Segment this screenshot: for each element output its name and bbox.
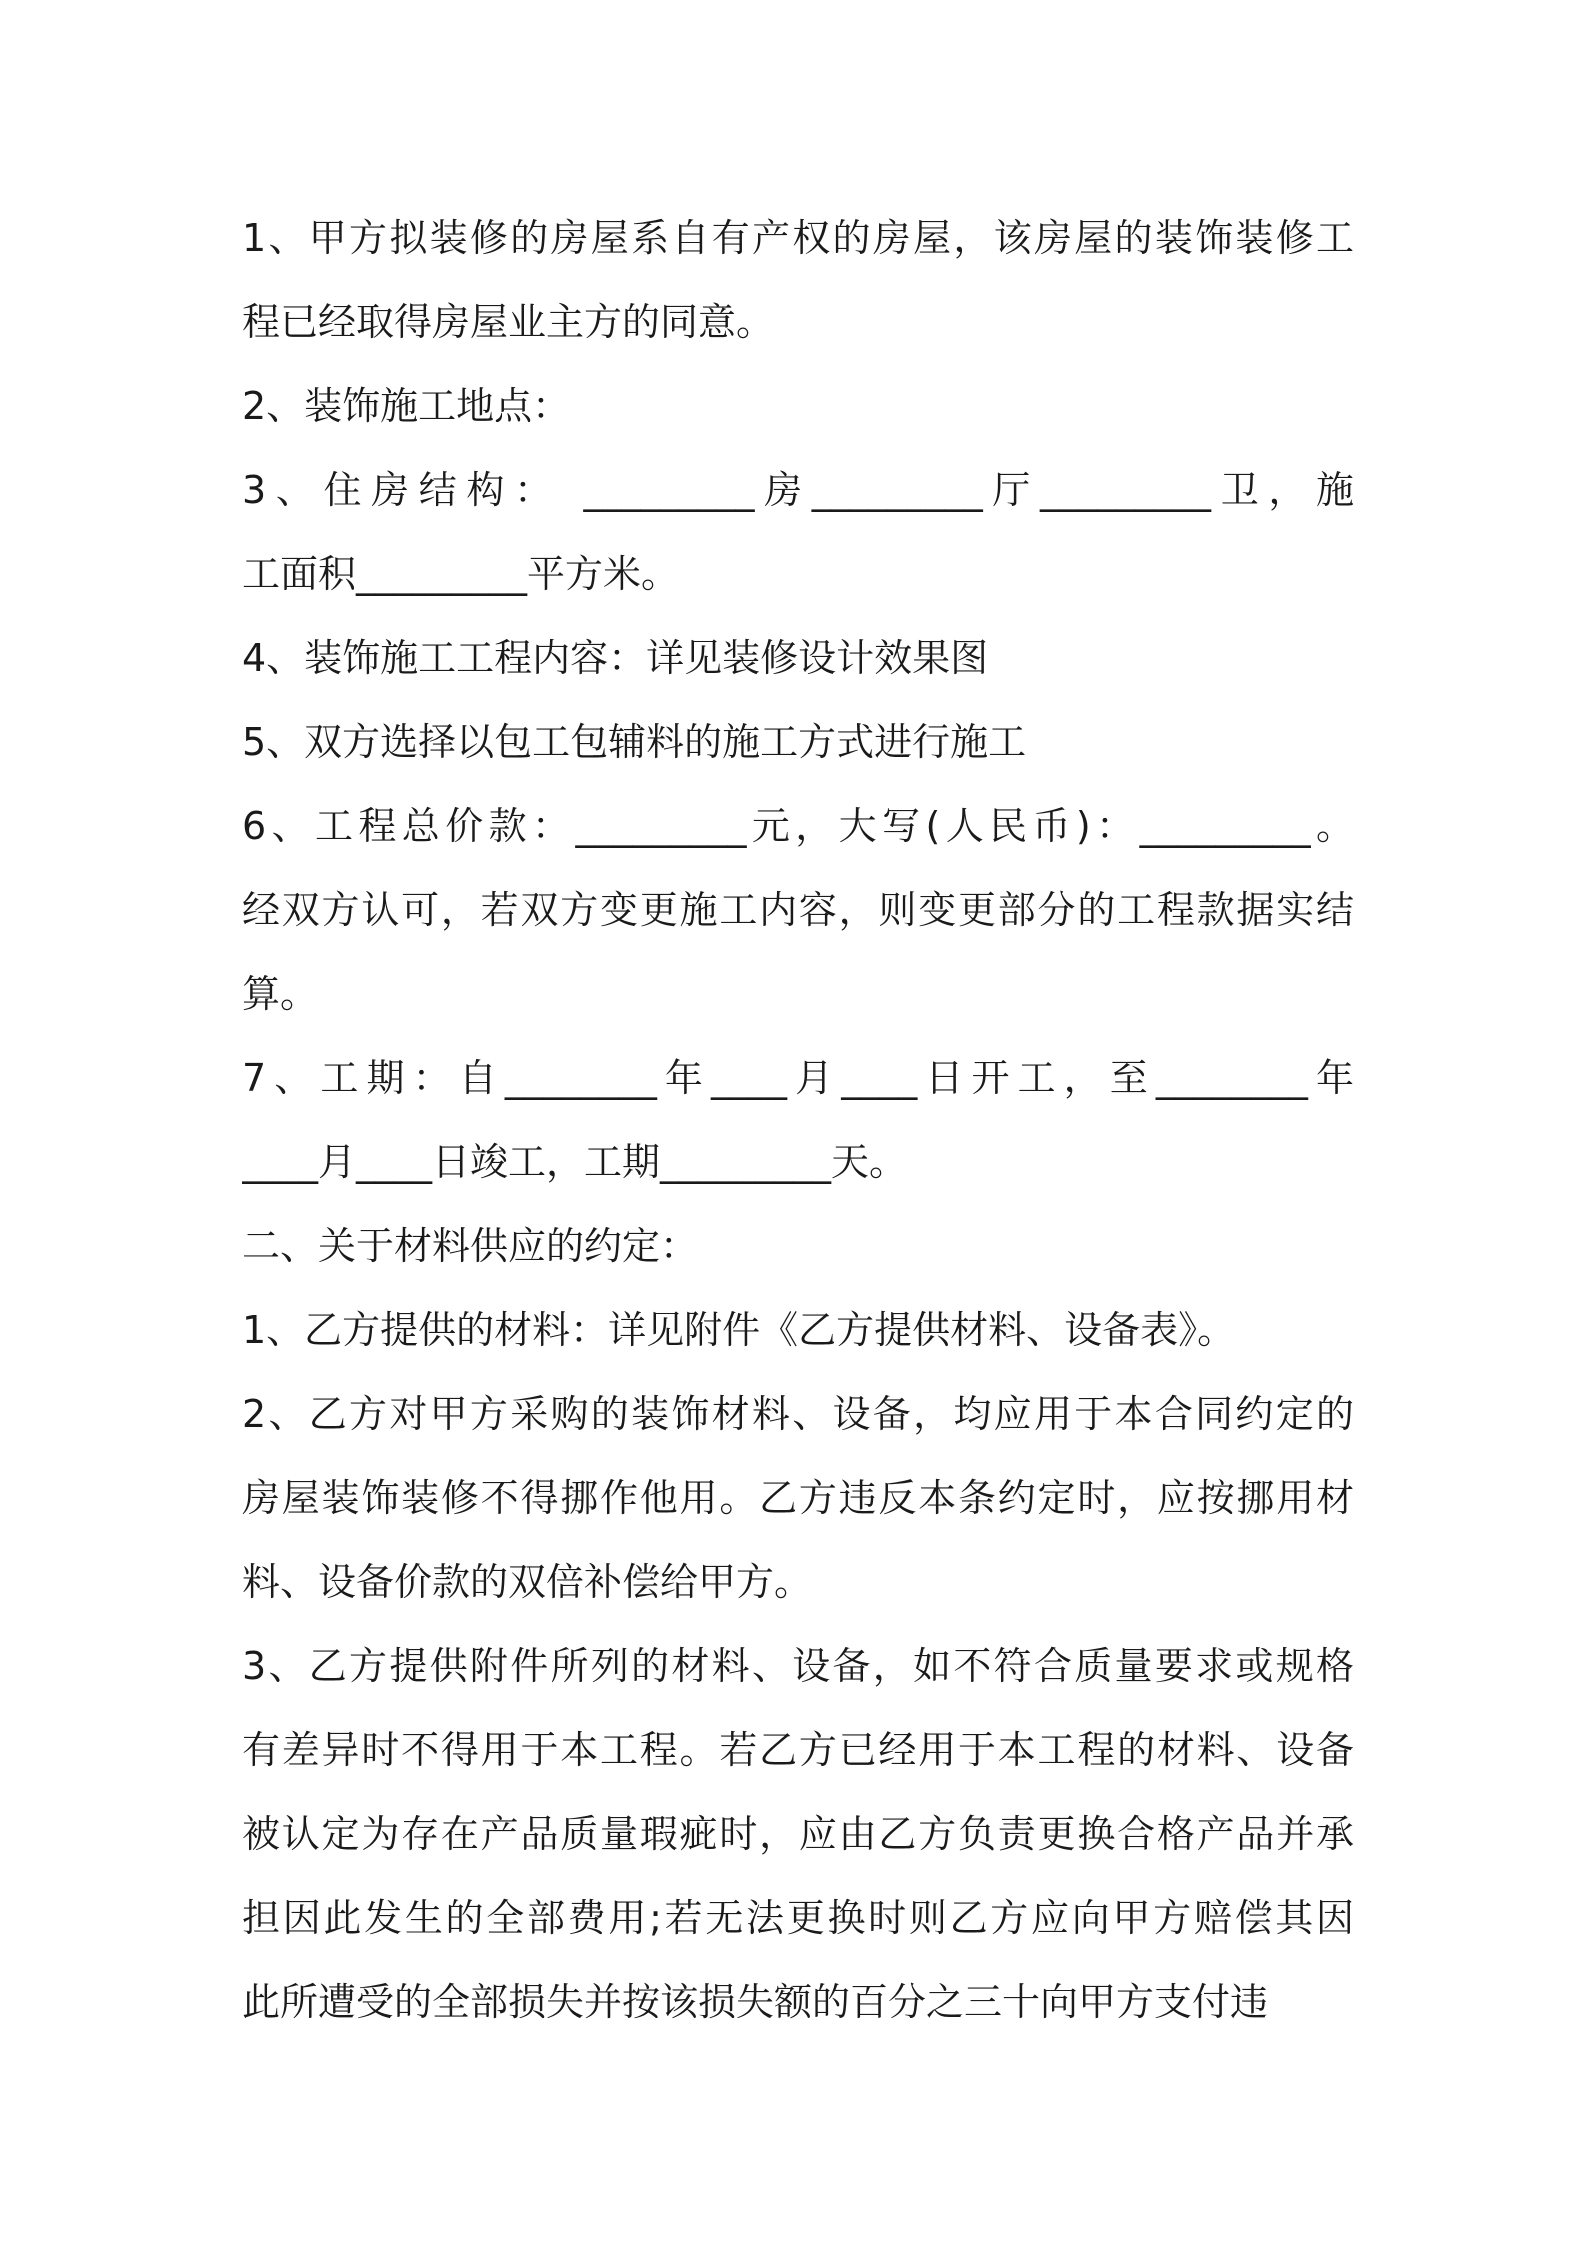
- text-line: 5、双方选择以包工包辅料的施工方式进行施工: [242, 720, 1027, 764]
- paragraph-item-7-period: [242, 1036, 1354, 1204]
- text-line: ____月____日竣工，工期_________天。: [242, 1140, 908, 1184]
- text-line: 算。: [242, 972, 319, 1016]
- paragraph-material-item-1: [242, 1288, 1354, 1372]
- document-body: [242, 196, 1354, 2044]
- paragraph-material-item-2: [242, 1372, 1354, 1624]
- text-line: 7、工期：自________年____月____日开工，至________年: [242, 1056, 1354, 1100]
- text-line: 料、设备价款的双倍补偿给甲方。: [242, 1560, 813, 1604]
- paragraph-item-2-location: [242, 364, 1354, 448]
- text-line: 此所遭受的全部损失并按该损失额的百分之三十向甲方支付违: [242, 1980, 1269, 2024]
- paragraph-item-3-structure: [242, 448, 1354, 616]
- text-line: 4、装饰施工工程内容：详见装修设计效果图: [242, 636, 989, 680]
- paragraph-item-1-premises: [242, 196, 1354, 364]
- text-line: 担因此发生的全部费用;若无法更换时则乙方应向甲方赔偿其因: [242, 1896, 1354, 1940]
- paragraph-material-item-3: [242, 1624, 1354, 2044]
- text-line: 1、甲方拟装修的房屋系自有产权的房屋，该房屋的装饰装修工: [242, 216, 1354, 260]
- text-line: 程已经取得房屋业主方的同意。: [242, 300, 775, 344]
- text-line: 2、乙方对甲方采购的装饰材料、设备，均应用于本合同约定的: [242, 1392, 1354, 1436]
- paragraph-item-5-method: [242, 700, 1354, 784]
- paragraph-section-2-heading: [242, 1204, 1354, 1288]
- text-line: 2、装饰施工地点：: [242, 384, 571, 428]
- text-line: 3、住房结构： _________房_________厅_________卫，施: [242, 468, 1354, 512]
- text-line: 1、乙方提供的材料：详见附件《乙方提供材料、设备表》。: [242, 1308, 1236, 1352]
- text-line: 被认定为存在产品质量瑕疵时，应由乙方负责更换合格产品并承: [242, 1812, 1354, 1856]
- text-line: 6、工程总价款：_________元，大写(人民币)：_________。: [242, 804, 1354, 848]
- paragraph-item-6-price: [242, 784, 1354, 1036]
- text-line: 二、关于材料供应的约定：: [242, 1224, 699, 1268]
- text-line: 工面积_________平方米。: [242, 552, 680, 596]
- text-line: 经双方认可，若双方变更施工内容，则变更部分的工程款据实结: [242, 888, 1354, 932]
- text-line: 房屋装饰装修不得挪作他用。乙方违反本条约定时，应按挪用材: [242, 1476, 1354, 1520]
- paragraph-item-4-content: [242, 616, 1354, 700]
- text-line: 3、乙方提供附件所列的材料、设备，如不符合质量要求或规格: [242, 1644, 1354, 1688]
- text-line: 有差异时不得用于本工程。若乙方已经用于本工程的材料、设备: [242, 1728, 1354, 1772]
